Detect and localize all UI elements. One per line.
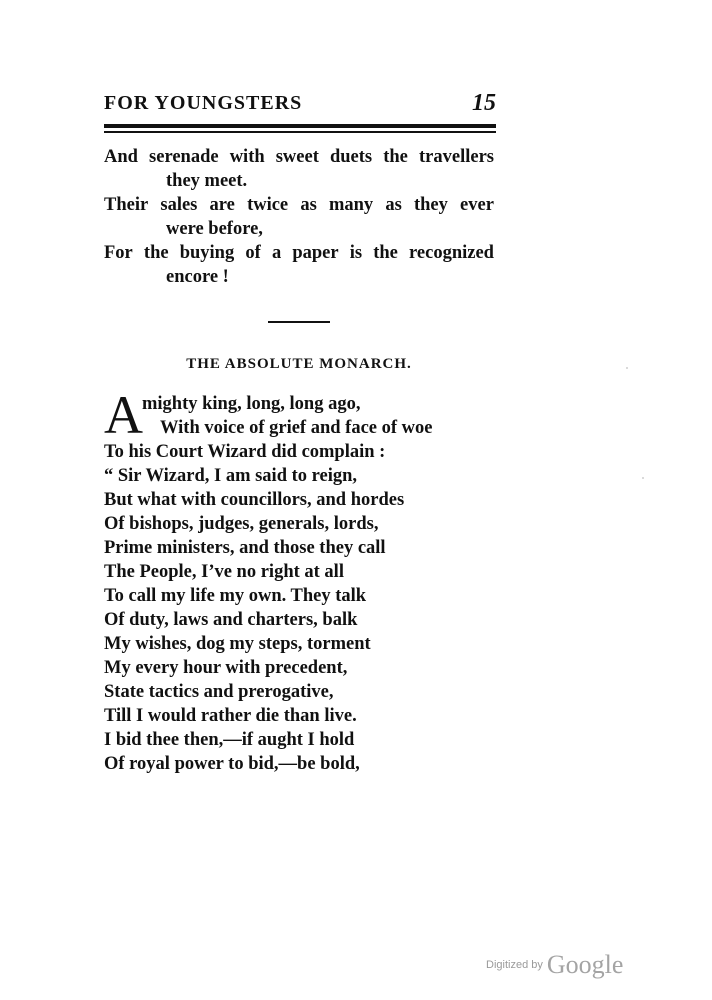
running-head: [104, 92, 496, 122]
poem-line: mighty king, long, long ago,: [142, 394, 361, 414]
verse-word: And: [104, 147, 138, 167]
verse-line: [104, 241, 494, 265]
poem-line: With voice of grief and face of woe: [160, 418, 433, 438]
verse-line-continuation: encore !: [166, 267, 229, 287]
verse-word: are: [209, 195, 235, 215]
verse-word: the: [373, 243, 398, 263]
poem-line: Till I would rather die than live.: [104, 706, 357, 726]
verse-word: travellers: [419, 147, 494, 167]
paper-speck: [642, 477, 644, 479]
verse-word: serenade: [149, 147, 219, 167]
verse-line: [104, 145, 494, 169]
poem-title: THE ABSOLUTE MONARCH.: [186, 356, 412, 372]
previous-poem-ending: [104, 145, 504, 289]
verse-word: the: [383, 147, 408, 167]
verse-word: buying: [179, 243, 235, 263]
watermark-prefix: Digitized by: [486, 959, 543, 971]
verse-word: duets: [329, 147, 373, 167]
verse-word: is: [349, 243, 363, 263]
poem-line: My every hour with precedent,: [104, 658, 348, 678]
poem-line: Of royal power to bid,—be bold,: [104, 754, 360, 774]
verse-word: many: [328, 195, 374, 215]
header-rule-thick: [104, 124, 496, 128]
digitized-watermark: [486, 950, 623, 980]
poem-line: “ Sir Wizard, I am said to reign,: [104, 466, 358, 486]
poem-line: I bid thee then,—if aught I hold: [104, 730, 355, 750]
verse-word: recognized: [409, 243, 494, 263]
poem-body: [104, 385, 504, 776]
verse-line-continuation: they meet.: [166, 171, 248, 191]
poem-line: Of bishops, judges, generals, lords,: [104, 514, 379, 534]
page-number: 15: [472, 90, 496, 116]
verse-word: the: [143, 243, 169, 263]
verse-word: they: [413, 195, 448, 215]
verse-word: with: [229, 147, 265, 167]
header-rule-thin: [104, 131, 496, 133]
poem-line: To his Court Wizard did complain :: [104, 442, 386, 462]
verse-line-continuation: were before,: [166, 219, 263, 239]
running-title: FOR YOUNGSTERS: [104, 92, 303, 114]
verse-word: ever: [460, 195, 494, 215]
poem-line: To call my life my own. They talk: [104, 586, 367, 606]
verse-line: [104, 193, 494, 217]
verse-word: of: [245, 243, 261, 263]
poem-line: The People, I’ve no right at all: [104, 562, 344, 582]
poem-line: Prime ministers, and those they call: [104, 538, 386, 558]
verse-word: paper: [292, 243, 339, 263]
drop-cap: A: [104, 385, 143, 445]
paper-speck: [626, 367, 628, 369]
verse-word: a: [271, 243, 282, 263]
section-divider: [268, 321, 330, 323]
verse-word: as: [300, 195, 317, 215]
poem-line: My wishes, dog my steps, torment: [104, 634, 371, 654]
poem-line: Of duty, laws and charters, balk: [104, 610, 358, 630]
verse-word: as: [385, 195, 402, 215]
watermark-brand: Google: [546, 950, 624, 979]
poem-line: But what with councillors, and hordes: [104, 490, 405, 510]
verse-word: sales: [160, 195, 198, 215]
verse-word: For: [104, 243, 133, 263]
poem-line: State tactics and prerogative,: [104, 682, 334, 702]
verse-word: Their: [104, 195, 149, 215]
opening-lines: [104, 385, 504, 445]
verse-word: twice: [247, 195, 289, 215]
verse-word: sweet: [275, 147, 319, 167]
